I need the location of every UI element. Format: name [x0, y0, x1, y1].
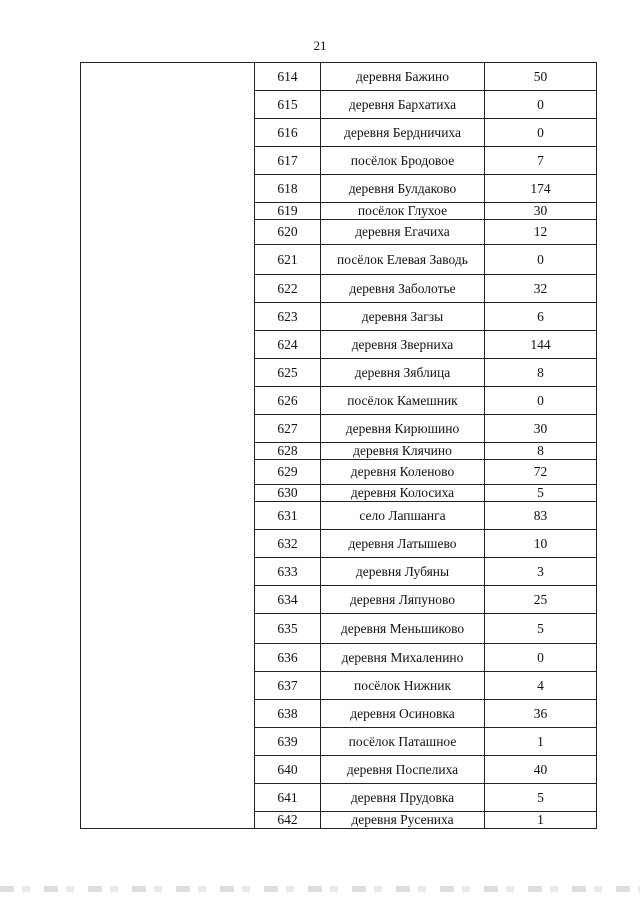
table-row — [81, 63, 597, 91]
population-value: 0 — [485, 119, 597, 147]
settlement-name: деревня Клячино — [321, 443, 485, 460]
population-value: 83 — [485, 502, 597, 530]
settlement-name: деревня Егачиха — [321, 220, 485, 245]
population-value: 0 — [485, 91, 597, 119]
row-number: 635 — [255, 614, 321, 644]
population-value: 5 — [485, 784, 597, 812]
row-number: 629 — [255, 460, 321, 485]
population-value: 5 — [485, 485, 597, 502]
population-value: 8 — [485, 443, 597, 460]
settlement-name: деревня Колосиха — [321, 485, 485, 502]
population-value: 25 — [485, 586, 597, 614]
population-value: 0 — [485, 644, 597, 672]
settlement-name: посёлок Елевая Заводь — [321, 245, 485, 275]
row-number: 623 — [255, 303, 321, 331]
population-value: 1 — [485, 728, 597, 756]
settlement-name: деревня Кирюшино — [321, 415, 485, 443]
row-number: 641 — [255, 784, 321, 812]
population-value: 0 — [485, 245, 597, 275]
population-value: 3 — [485, 558, 597, 586]
population-value: 4 — [485, 672, 597, 700]
row-number: 618 — [255, 175, 321, 203]
population-value: 8 — [485, 359, 597, 387]
row-number: 638 — [255, 700, 321, 728]
population-value: 144 — [485, 331, 597, 359]
row-number: 625 — [255, 359, 321, 387]
settlement-name: деревня Меньшиково — [321, 614, 485, 644]
population-value: 0 — [485, 387, 597, 415]
settlement-name: посёлок Камешник — [321, 387, 485, 415]
settlement-name: деревня Ляпуново — [321, 586, 485, 614]
row-number: 627 — [255, 415, 321, 443]
row-number: 619 — [255, 203, 321, 220]
settlement-name: деревня Поспелиха — [321, 756, 485, 784]
settlement-name: посёлок Паташное — [321, 728, 485, 756]
settlement-name: деревня Зяблица — [321, 359, 485, 387]
settlement-name: село Лапшанга — [321, 502, 485, 530]
scan-edge-artifact — [0, 886, 640, 892]
settlement-name: деревня Булдаково — [321, 175, 485, 203]
row-number: 615 — [255, 91, 321, 119]
population-value: 32 — [485, 275, 597, 303]
population-value: 30 — [485, 415, 597, 443]
population-value: 36 — [485, 700, 597, 728]
row-number: 631 — [255, 502, 321, 530]
population-value: 50 — [485, 63, 597, 91]
population-value: 10 — [485, 530, 597, 558]
population-value: 72 — [485, 460, 597, 485]
settlement-name: деревня Лубяны — [321, 558, 485, 586]
row-number: 630 — [255, 485, 321, 502]
row-number: 633 — [255, 558, 321, 586]
row-number: 622 — [255, 275, 321, 303]
row-number: 626 — [255, 387, 321, 415]
population-value: 1 — [485, 812, 597, 829]
population-value: 40 — [485, 756, 597, 784]
population-value: 12 — [485, 220, 597, 245]
row-number: 634 — [255, 586, 321, 614]
settlement-name: деревня Загзы — [321, 303, 485, 331]
settlement-name: деревня Зверниха — [321, 331, 485, 359]
settlement-name: деревня Бердничиха — [321, 119, 485, 147]
population-value: 30 — [485, 203, 597, 220]
table-body — [81, 63, 597, 829]
settlement-name: деревня Осиновка — [321, 700, 485, 728]
settlement-name: посёлок Бродовое — [321, 147, 485, 175]
settlement-name: деревня Михаленино — [321, 644, 485, 672]
population-value: 7 — [485, 147, 597, 175]
row-number: 642 — [255, 812, 321, 829]
settlement-table — [80, 62, 597, 829]
settlement-name: деревня Бажино — [321, 63, 485, 91]
row-number: 637 — [255, 672, 321, 700]
row-number: 617 — [255, 147, 321, 175]
row-number: 640 — [255, 756, 321, 784]
row-number: 616 — [255, 119, 321, 147]
settlement-name: деревня Бархатиха — [321, 91, 485, 119]
empty-district-cell — [81, 63, 255, 829]
row-number: 614 — [255, 63, 321, 91]
settlement-name: посёлок Нижник — [321, 672, 485, 700]
settlement-name: деревня Заболотье — [321, 275, 485, 303]
row-number: 621 — [255, 245, 321, 275]
row-number: 636 — [255, 644, 321, 672]
settlement-name: посёлок Глухое — [321, 203, 485, 220]
row-number: 632 — [255, 530, 321, 558]
population-value: 174 — [485, 175, 597, 203]
row-number: 620 — [255, 220, 321, 245]
population-value: 5 — [485, 614, 597, 644]
settlement-name: деревня Латышево — [321, 530, 485, 558]
population-value: 6 — [485, 303, 597, 331]
page-number: 21 — [313, 38, 327, 53]
settlement-name: деревня Русениха — [321, 812, 485, 829]
row-number: 628 — [255, 443, 321, 460]
row-number: 624 — [255, 331, 321, 359]
row-number: 639 — [255, 728, 321, 756]
settlement-name: деревня Прудовка — [321, 784, 485, 812]
settlement-name: деревня Коленово — [321, 460, 485, 485]
